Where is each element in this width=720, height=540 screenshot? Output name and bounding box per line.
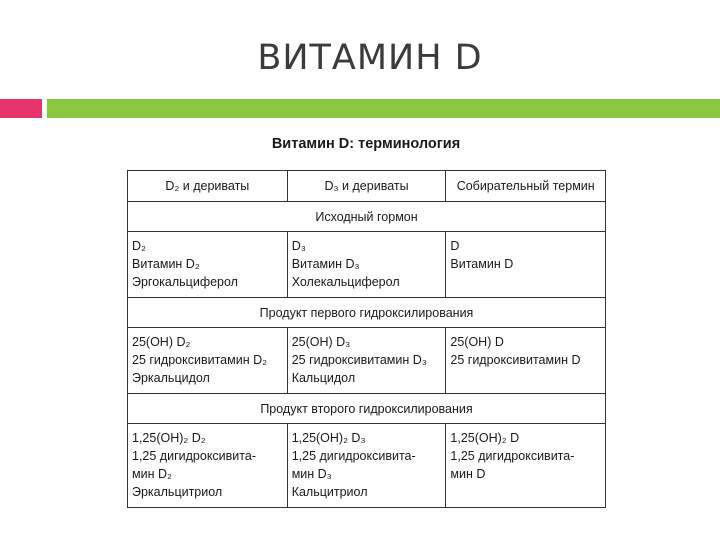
cell-line: 25(OH) D	[450, 335, 504, 349]
cell-line: 25(OH) D₂	[132, 335, 191, 349]
accent-bar-pink	[0, 99, 42, 118]
cell-line: 25 гидроксивитамин D₂	[132, 353, 267, 367]
cell-line: 1,25(OH)₂ D₃	[291, 431, 366, 445]
table-row	[128, 232, 606, 298]
cell-line: мин D	[450, 467, 486, 481]
section-label: Исходный гормон	[128, 202, 606, 232]
table-cell	[446, 424, 606, 508]
cell-line: Эргокальциферол	[132, 275, 238, 289]
table-cell	[128, 232, 288, 298]
cell-line: D₂	[132, 239, 146, 253]
section-row	[128, 394, 606, 424]
accent-bar-green	[47, 99, 720, 118]
table-cell	[446, 328, 606, 394]
cell-line: D₃	[291, 239, 306, 253]
table-cell	[287, 424, 446, 508]
cell-line: мин D₃	[291, 467, 332, 481]
cell-line: Витамин D₂	[132, 257, 200, 271]
cell-line: Витамин D	[450, 257, 514, 271]
slide-title: ВИТАМИН D	[257, 38, 483, 78]
cell-line: 1,25(OH)₂ D₂	[132, 431, 206, 445]
cell-line: 25(OH) D₃	[291, 335, 351, 349]
section-row	[128, 298, 606, 328]
cell-line: 1,25 дигидроксивита-	[291, 449, 416, 463]
cell-line: мин D₂	[132, 467, 172, 481]
table-header-row	[128, 171, 606, 202]
table-cell	[287, 232, 446, 298]
cell-line: Эркальцитриол	[132, 485, 223, 499]
cell-line: Эркальцидол	[132, 371, 210, 385]
cell-line: 1,25 дигидроксивита-	[450, 449, 575, 463]
cell-line: 1,25(OH)₂ D	[450, 431, 520, 445]
table-cell	[446, 232, 606, 298]
cell-line: 1,25 дигидроксивита-	[132, 449, 256, 463]
cell-line: 25 гидроксивитамин D₃	[291, 353, 427, 367]
cell-line: Холекальциферол	[291, 275, 400, 289]
section-row	[128, 202, 606, 232]
section-label: Продукт второго гидроксилирования	[128, 394, 606, 424]
table-cell	[128, 424, 288, 508]
cell-line: D	[450, 239, 460, 253]
cell-line: Витамин D₃	[291, 257, 360, 271]
header-cell-collective: Собирательный термин	[446, 171, 606, 202]
table-row	[128, 424, 606, 508]
section-label: Продукт первого гидроксилирования	[128, 298, 606, 328]
table-cell	[128, 328, 288, 394]
table-row	[128, 328, 606, 394]
cell-line: Кальцидол	[291, 371, 356, 385]
header-cell-d3: D₃ и дериваты	[287, 171, 446, 202]
cell-line: Кальцитриол	[291, 485, 368, 499]
table-title: Витамин D: терминология	[271, 136, 461, 152]
terminology-table	[127, 170, 606, 508]
table-cell	[287, 328, 446, 394]
header-cell-d2: D₂ и дериваты	[128, 171, 288, 202]
cell-line: 25 гидроксивитамин D	[450, 353, 581, 367]
